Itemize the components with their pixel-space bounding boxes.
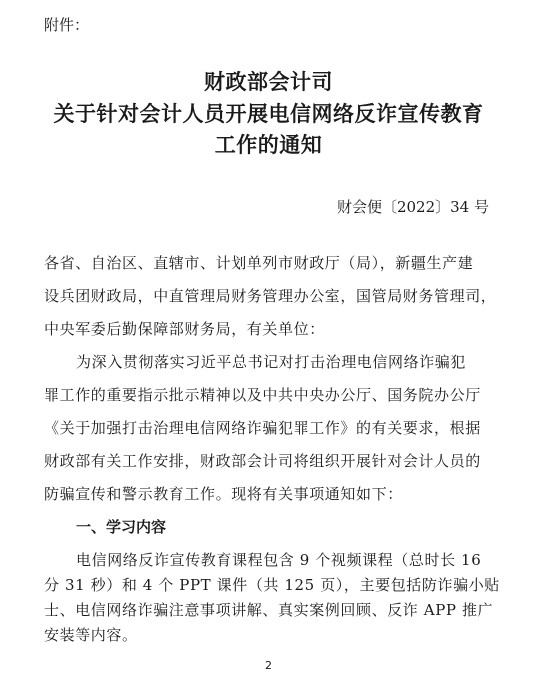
paragraph-line: 士、电信网络诈骗注意事项讲解、真实案例回顾、反诈 APP 推广 — [44, 601, 494, 619]
page-number: 2 — [265, 659, 272, 672]
paragraph-line: 防骗宣传和警示教育工作。现将有关事项通知如下： — [44, 485, 403, 503]
document-title-line-1: 财政部会计司 — [204, 69, 333, 94]
paragraph-line: 电信网络反诈宣传教育课程包含 9 个视频课程（总时长 16 — [76, 551, 482, 569]
paragraph-line: 分 31 秒）和 4 个 PPT 课件（共 125 页），主要包括防诈骗小贴 — [44, 576, 500, 594]
paragraph-line: 财政部有关工作安排，财政部会计司将组织开展针对会计人员的 — [44, 452, 481, 470]
paragraph-line: 《关于加强打击治理电信网络诈骗犯罪工作》的有关要求，根据 — [44, 419, 481, 437]
document-number: 财会便〔2022〕34 号 — [336, 198, 489, 216]
addressee-line: 各省、自治区、直辖市、计划单列市财政厅（局），新疆生产建 — [44, 254, 474, 272]
section-heading: 一、学习内容 — [76, 518, 167, 536]
paragraph-line: 罪工作的重要指示批示精神以及中共中央办公厅、国务院办公厅 — [44, 386, 481, 404]
attachment-label: 附件： — [44, 16, 90, 34]
paragraph-line: 安装等内容。 — [44, 626, 138, 644]
document-title-line-3: 工作的通知 — [214, 132, 323, 157]
paragraph-line: 为深入贯彻落实习近平总书记对打击治理电信网络诈骗犯 — [76, 353, 467, 371]
addressee-line: 中央军委后勤保障部财务局，有关单位： — [44, 320, 325, 338]
document-title-line-2: 关于针对会计人员开展电信网络反诈宣传教育 — [53, 101, 484, 126]
addressee-line: 设兵团财政局，中直管理局财务管理办公室，国管局财务管理司， — [44, 287, 497, 305]
